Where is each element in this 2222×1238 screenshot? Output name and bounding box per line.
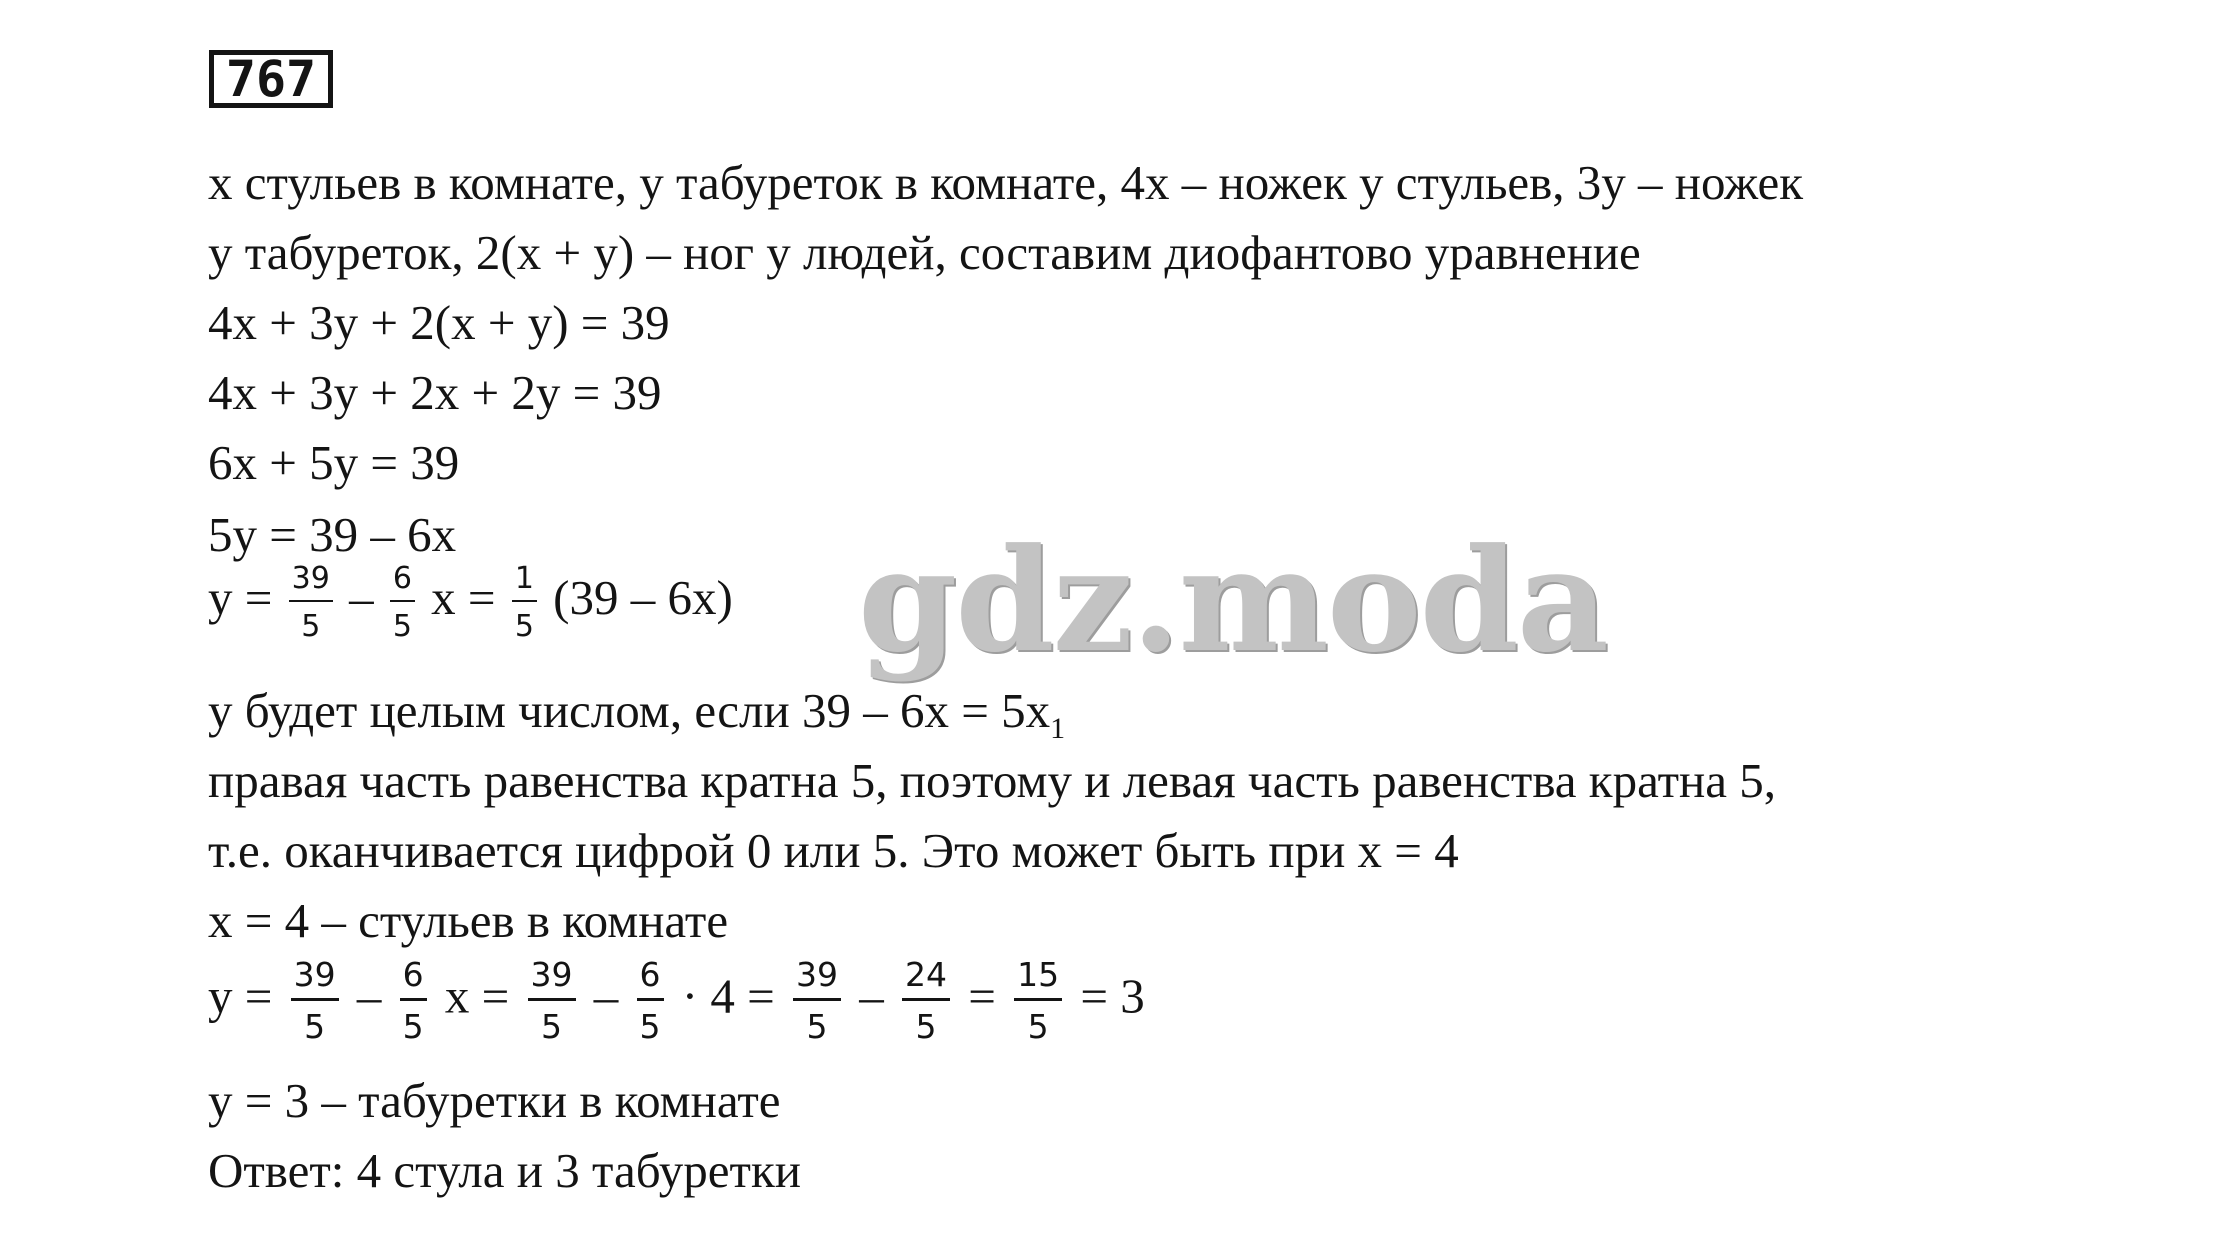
fraction-numerator: 39 — [793, 957, 841, 1001]
text-line-1: х стульев в комнате, у табуреток в комнате, 4х – ножек у стульев, 3у – ножек — [208, 155, 1804, 210]
fraction-denominator: 5 — [392, 609, 412, 644]
eq2-minus: – — [859, 968, 884, 1024]
fraction-numerator: 39 — [291, 957, 339, 1001]
fraction-denominator: 5 — [301, 609, 321, 644]
text-line-8 — [208, 683, 1066, 745]
line-8-text: у будет целым числом, если 39 – 6х = 5х — [208, 683, 1051, 738]
fraction-numerator: 39 — [528, 957, 576, 1001]
text-line-9: правая часть равенства кратна 5, поэтому и левая часть равенства кратна 5, — [208, 753, 1776, 808]
fraction-numerator: 6 — [390, 562, 415, 602]
fraction-numerator: 1 — [512, 562, 537, 602]
eq1-fraction-1 — [289, 562, 333, 643]
eq2-minus: – — [593, 968, 619, 1024]
eq2-fraction-6 — [902, 957, 950, 1046]
eq2-text-2: · 4 = — [681, 968, 775, 1024]
eq2-fraction-4 — [637, 957, 664, 1046]
equation-line-5: 6х + 5у = 39 — [208, 435, 460, 490]
text-line-13: у = 3 – табуретки в комнате — [208, 1073, 781, 1128]
eq2-fraction-7 — [1014, 957, 1062, 1046]
eq2-fraction-2 — [400, 957, 427, 1046]
equation-line-6: 5у = 39 – 6х — [208, 507, 457, 562]
eq2-text-4: = 3 — [1080, 968, 1145, 1024]
fraction-denominator: 5 — [514, 609, 534, 644]
fraction-denominator: 5 — [915, 1007, 937, 1047]
fraction-denominator: 5 — [639, 1007, 661, 1047]
fraction-numerator: 6 — [637, 957, 664, 1001]
eq1-tail: (39 – 6х) — [553, 569, 733, 625]
eq2-lhs: у = — [208, 968, 273, 1024]
eq1-fraction-2 — [390, 562, 415, 643]
eq1-mid: х = — [431, 569, 496, 625]
fraction-denominator: 5 — [541, 1007, 563, 1047]
text-line-10: т.е. оканчивается цифрой 0 или 5. Это может быть при х = 4 — [208, 823, 1459, 878]
equation-line-3: 4х + 3у + 2(х + у) = 39 — [208, 295, 670, 350]
fraction-denominator: 5 — [806, 1007, 828, 1047]
eq2-text-3: = — [968, 968, 996, 1024]
eq2-fraction-3 — [528, 957, 576, 1046]
eq2-minus: – — [356, 968, 382, 1024]
eq2-text-1: х = — [444, 968, 510, 1024]
fraction-denominator: 5 — [1027, 1007, 1049, 1047]
text-line-11: х = 4 – стульев в комнате — [208, 893, 729, 948]
eq2-fraction-1 — [291, 957, 339, 1046]
problem-number: 767 — [209, 50, 333, 108]
answer-line: Ответ: 4 стула и 3 табуретки — [208, 1143, 801, 1198]
text-line-2: у табуреток, 2(х + у) – ног у людей, составим диофантово уравнение — [208, 225, 1641, 280]
fraction-numerator: 15 — [1014, 957, 1062, 1001]
fraction-denominator: 5 — [402, 1007, 424, 1047]
fraction-denominator: 5 — [304, 1007, 326, 1047]
fraction-numerator: 24 — [902, 957, 950, 1001]
eq1-minus: – — [349, 569, 374, 625]
fraction-numerator: 6 — [400, 957, 427, 1001]
fraction-equation-2 — [208, 957, 1145, 1046]
equation-line-4: 4х + 3у + 2х + 2у = 39 — [208, 365, 662, 420]
fraction-equation-1 — [208, 562, 733, 643]
eq1-lhs: у = — [208, 569, 273, 625]
fraction-numerator: 39 — [289, 562, 333, 602]
subscript: 1 — [1050, 711, 1066, 745]
eq2-fraction-5 — [793, 957, 841, 1046]
watermark-logo: gdz.moda — [858, 518, 1607, 684]
eq1-fraction-3 — [512, 562, 537, 643]
